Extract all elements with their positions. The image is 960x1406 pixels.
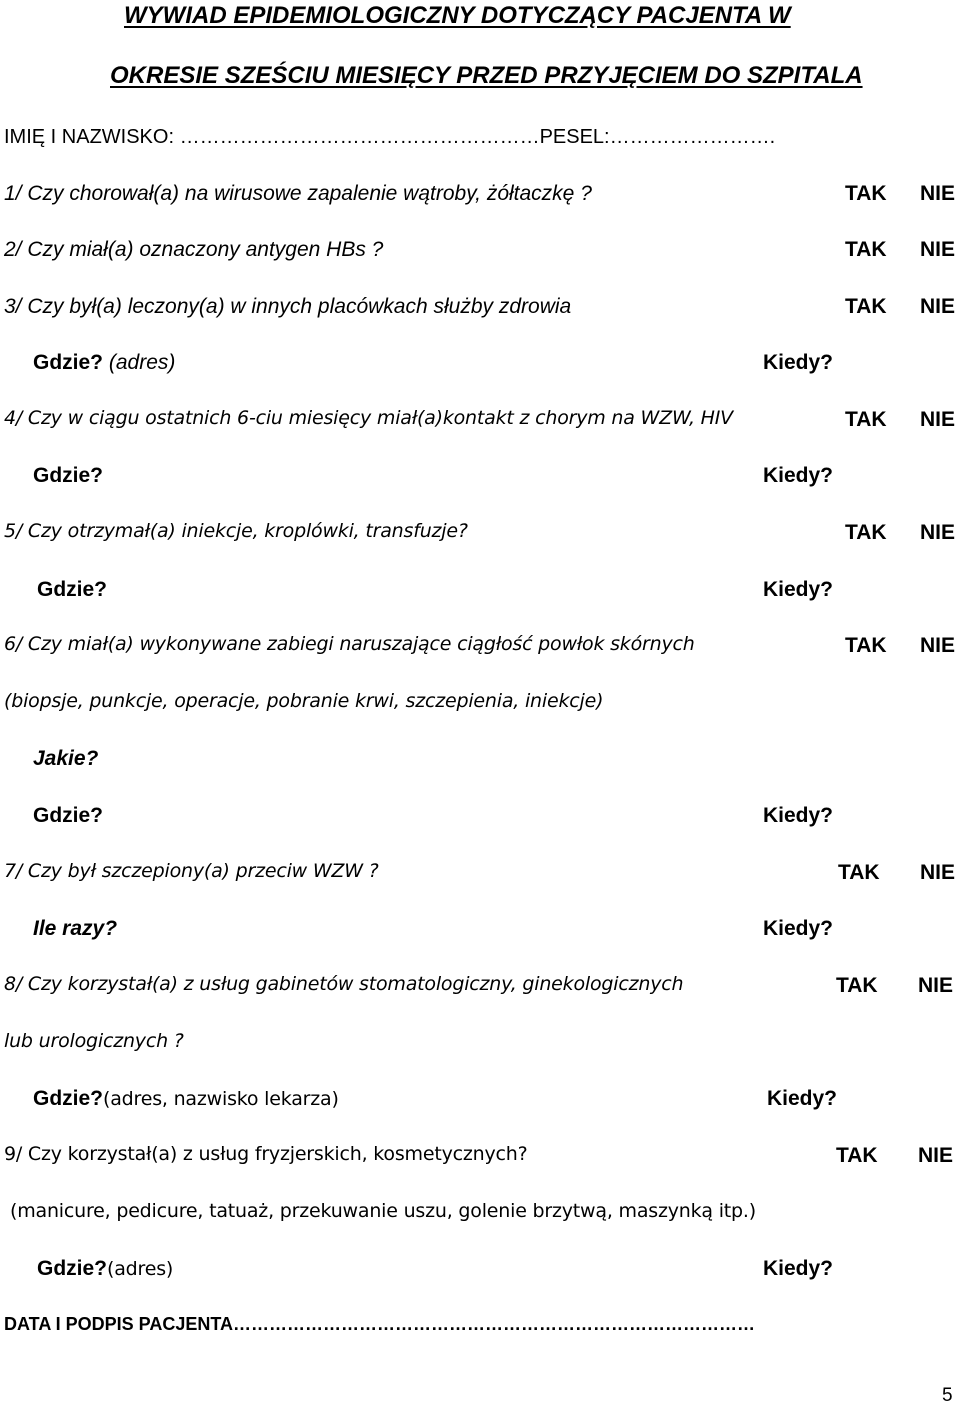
q3-when-field[interactable]: Kiedy? [763,351,834,374]
form-title-line-1: WYWIAD EPIDEMIOLOGICZNY DOTYCZĄCY PACJENTA W [124,2,791,29]
question-3: 3/ Czy był(a) leczony(a) w innych placówkach służby zdrowia [4,295,572,318]
q9-detail: (manicure, pedicure, tatuaż, przekuwanie uszu, golenie brzytwą, maszynką itp.) [10,1200,756,1222]
q4-where-field[interactable]: Gdzie? [33,464,104,487]
q4-when-field[interactable]: Kiedy? [763,464,834,487]
q9-where-field[interactable] [37,1258,173,1279]
question-8: 8/ Czy korzystał(a) z usług gabinetów stomatologiczny, ginekologicznych [4,973,684,995]
q7-when-field[interactable]: Kiedy? [763,917,834,940]
q6-when-field[interactable]: Kiedy? [763,804,834,827]
q6-no-option[interactable]: NIE [920,634,956,657]
q8-where-label: Gdzie? [33,1087,104,1110]
q6-detail: (biopsje, punkcje, operacje, pobranie krwi, szczepienia, iniekcje) [4,690,604,712]
q8-continuation: lub urologicznych ? [4,1030,184,1052]
q5-yes-option[interactable]: TAK [845,521,887,544]
q7-times-field[interactable]: Ile razy? [33,917,118,940]
question-2: 2/ Czy miał(a) oznaczony antygen HBs ? [4,238,384,261]
question-4: 4/ Czy w ciągu ostatnich 6-ciu miesięcy miał(a)kontakt z chorym na WZW, HIV [4,407,733,429]
q3-where-hint: (adres) [103,351,176,374]
signature-field[interactable]: DATA I PODPIS PACJENTA…………………………………………………………………………… [4,1314,756,1334]
q2-no-option[interactable]: NIE [920,238,956,261]
question-6: 6/ Czy miał(a) wykonywane zabiegi naruszające ciągłość powłok skórnych [4,633,695,655]
q9-where-hint: (adres) [107,1258,174,1280]
q5-no-option[interactable]: NIE [920,521,956,544]
q3-yes-option[interactable]: TAK [845,295,887,318]
q8-when-field[interactable]: Kiedy? [767,1087,838,1110]
q5-when-field[interactable]: Kiedy? [763,578,834,601]
q3-no-option[interactable]: NIE [920,295,956,318]
q9-when-field[interactable]: Kiedy? [763,1257,834,1280]
q2-yes-option[interactable]: TAK [845,238,887,261]
q7-no-option[interactable]: NIE [920,861,956,884]
page-number: 5 [942,1385,953,1406]
q3-where-field[interactable] [33,352,175,373]
form-title-line-2: OKRESIE SZEŚCIU MIESIĘCY PRZED PRZYJĘCIEM DO SZPITALA [110,62,863,89]
q8-where-hint: (adres, nazwisko lekarza) [103,1088,339,1110]
q4-no-option[interactable]: NIE [920,408,956,431]
q1-no-option[interactable]: NIE [920,182,956,205]
question-9: 9/ Czy korzystał(a) z usług fryzjerskich, kosmetycznych? [4,1143,528,1165]
q1-yes-option[interactable]: TAK [845,182,887,205]
q7-yes-option[interactable]: TAK [838,861,880,884]
q8-no-option[interactable]: NIE [918,974,954,997]
q6-yes-option[interactable]: TAK [845,634,887,657]
q8-yes-option[interactable]: TAK [836,974,878,997]
name-pesel-field[interactable]: IMIĘ I NAZWISKO: ………………………………………………PESEL:……………………. [4,126,776,148]
q3-where-label: Gdzie? [33,351,104,374]
q9-where-label: Gdzie? [37,1257,108,1280]
q9-yes-option[interactable]: TAK [836,1144,878,1167]
q9-no-option[interactable]: NIE [918,1144,954,1167]
q8-where-field[interactable] [33,1088,339,1109]
q6-where-field[interactable]: Gdzie? [33,804,104,827]
question-7: 7/ Czy był szczepiony(a) przeciw WZW ? [4,860,379,882]
q4-yes-option[interactable]: TAK [845,408,887,431]
question-5: 5/ Czy otrzymał(a) iniekcje, kroplówki, transfuzje? [4,520,468,542]
q6-which-field[interactable]: Jakie? [33,747,99,770]
q5-where-field[interactable]: Gdzie? [37,578,108,601]
question-1: 1/ Czy chorował(a) na wirusowe zapalenie wątroby, żółtaczkę ? [4,182,592,205]
